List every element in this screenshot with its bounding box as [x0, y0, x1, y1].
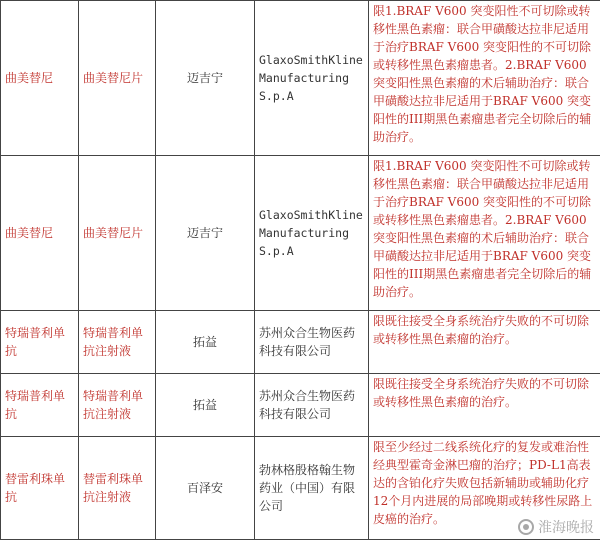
table-row [1, 374, 600, 437]
trade-name-cell: 迈吉宁 [156, 1, 255, 156]
manufacturer-cell: 苏州众合生物医药科技有限公司 [255, 374, 369, 437]
trade-name-cell: 拓益 [156, 374, 255, 437]
indication-cell: 限至少经过二线系统化疗的复发或难治性经典型霍奇金淋巴瘤的治疗；PD-L1高表达的含铂化疗失败包括新辅助或辅助化疗12个月内进展的局部晚期或转移性尿路上皮癌的治疗。 [369, 437, 600, 540]
product-name-cell: 曲美替尼片 [79, 156, 156, 311]
generic-name-cell: 曲美替尼 [1, 1, 79, 156]
trade-name-cell: 百泽安 [156, 437, 255, 540]
manufacturer-cell: GlaxoSmithKline Manufacturing S.p.A [255, 1, 369, 156]
indication-cell: 限既往接受全身系统治疗失败的不可切除或转移性黑色素瘤的治疗。 [369, 311, 600, 374]
product-name-cell: 特瑞普利单抗注射液 [79, 374, 156, 437]
generic-name-cell: 曲美替尼 [1, 156, 79, 311]
manufacturer-cell: 勃林格殷格翰生物药业（中国）有限公司 [255, 437, 369, 540]
generic-name-cell: 特瑞普利单抗 [1, 374, 79, 437]
watermark [518, 517, 594, 537]
indication-cell: 限1.BRAF V600 突变阳性不可切除或转移性黑色素瘤：联合甲磺酸达拉非尼适用于治疗BRAF V600 突变阳性的不可切除或转移性黑色素瘤患者。2.BRAF V600 突变阳性黑色素瘤的术后辅助治疗：联合甲磺酸达拉非尼适用于BRAF V600 突变阳性的III期黑色素瘤患者完全切除后的辅助治疗。 [369, 1, 600, 156]
table-row [1, 437, 600, 540]
watermark-text: 淮海晚报 [538, 520, 594, 536]
trade-name-cell: 拓益 [156, 311, 255, 374]
table-row [1, 1, 600, 156]
manufacturer-cell: GlaxoSmithKline Manufacturing S.p.A [255, 156, 369, 311]
manufacturer-cell: 苏州众合生物医药科技有限公司 [255, 311, 369, 374]
indication-cell: 限1.BRAF V600 突变阳性不可切除或转移性黑色素瘤：联合甲磺酸达拉非尼适用于治疗BRAF V600 突变阳性的不可切除或转移性黑色素瘤患者。2.BRAF V600 突变阳性黑色素瘤的术后辅助治疗：联合甲磺酸达拉非尼适用于BRAF V600 突变阳性的III期黑色素瘤患者完全切除后的辅助治疗。 [369, 156, 600, 311]
indication-cell: 限既往接受全身系统治疗失败的不可切除或转移性黑色素瘤的治疗。 [369, 374, 600, 437]
product-name-cell: 曲美替尼片 [79, 1, 156, 156]
generic-name-cell: 特瑞普利单抗 [1, 311, 79, 374]
trade-name-cell: 迈吉宁 [156, 156, 255, 311]
generic-name-cell: 替雷利珠单抗 [1, 437, 79, 540]
wechat-icon [518, 519, 534, 535]
product-name-cell: 特瑞普利单抗注射液 [79, 311, 156, 374]
product-name-cell: 替雷利珠单抗注射液 [79, 437, 156, 540]
table-row [1, 311, 600, 374]
table-row [1, 156, 600, 311]
